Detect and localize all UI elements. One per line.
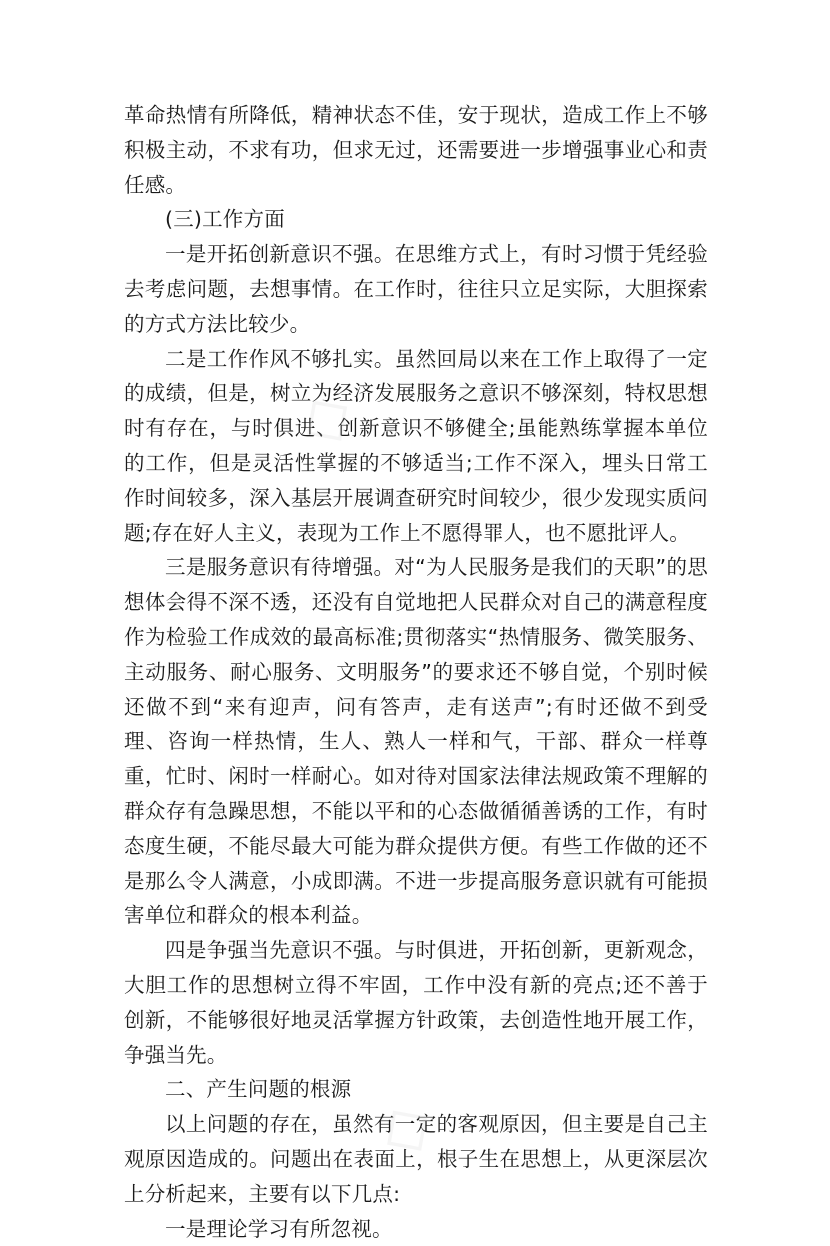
- paragraph-competitiveness: 四是争强当先意识不强。与时俱进，开拓创新，更新观念，大胆工作的思想树立得不牢固，工作中没有新的亮点;还不善于创新，不能够很好地灵活掌握方针政策，去创造性地开展工作，争强当先。: [124, 933, 708, 1072]
- section-heading-root-causes: 二、产生问题的根源: [124, 1072, 708, 1107]
- watermark-mark: ◇: [363, 1083, 446, 1172]
- paragraph-theory-study: 一是理论学习有所忽视。: [124, 1212, 708, 1246]
- document-body: [124, 98, 708, 1246]
- paragraph-innovation: 一是开拓创新意识不强。在思维方式上，有时习惯于凭经验去考虑问题，去想事情。在工作时，往往只立足实际，大胆探索的方式方法比较少。: [124, 237, 708, 341]
- watermark-mark: ◇: [283, 373, 366, 462]
- section-heading-work: (三)工作方面: [124, 202, 708, 237]
- paragraph-service-awareness: 三是服务意识有待增强。对“为人民服务是我们的天职”的思想体会得不深不透，还没有自觉地把人民群众对自己的满意程度作为检验工作成效的最高标准;贯彻落实“热情服务、微笑服务、主动服务、耐心服务、文明服务”的要求还不够自觉，个别时候还做不到“来有迎声，问有答声，走有送声”;有时还做不到受理、咨询一样热情，生人、熟人一样和气，干部、群众一样尊重，忙时、闲时一样耐心。如对待对国家法律法规政策不理解的群众存有急躁思想，不能以平和的心态做循循善诱的工作，有时态度生硬，不能尽最大可能为群众提供方便。有些工作做的还不是那么令人满意，小成即满。不进一步提高服务意识就有可能损害单位和群众的根本利益。: [124, 550, 708, 933]
- paragraph-work-style: 二是工作作风不够扎实。虽然回局以来在工作上取得了一定的成绩，但是，树立为经济发展服务之意识不够深刻，特权思想时有存在，与时俱进、创新意识不够健全;虽能熟练掌握本单位的工作，但是灵活性掌握的不够适当;工作不深入，埋头日常工作时间较多，深入基层开展调查研究时间较少，很少发现实质问题;存在好人主义，表现为工作上不愿得罪人，也不愿批评人。: [124, 342, 708, 551]
- paragraph-causes-intro: 以上问题的存在，虽然有一定的客观原因，但主要是自己主观原因造成的。问题出在表面上，根子生在思想上，从更深层次上分析起来，主要有以下几点:: [124, 1107, 708, 1211]
- paragraph-continuation: 革命热情有所降低，精神状态不佳，安于现状，造成工作上不够积极主动，不求有功，但求无过，还需要进一步增强事业心和责任感。: [124, 98, 708, 202]
